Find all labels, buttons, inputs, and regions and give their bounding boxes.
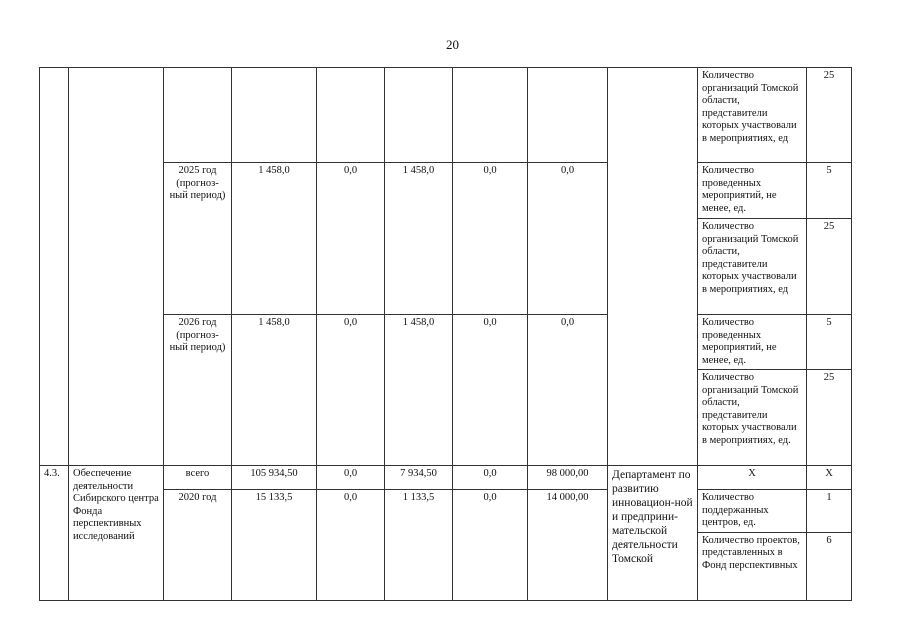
indicator-value: 5 [807, 163, 852, 219]
cell-mun-empty [453, 68, 528, 163]
executor-cell: Департамент по развитию инновацион-ной и предприни-мательской деятельности Томской [608, 466, 698, 601]
item-number: 4.3. [40, 466, 69, 601]
mun-cell: 0,0 [453, 315, 528, 466]
fed-cell: 0,0 [317, 163, 385, 315]
reg-cell: 1 458,0 [385, 315, 453, 466]
indicator-value: 6 [807, 532, 852, 600]
extra-cell: 98 000,00 [528, 466, 608, 490]
indicator-value: 25 [807, 68, 852, 163]
indicator-name: Количество проектов, представленных в Фонд перспективных [698, 532, 807, 600]
extra-cell: 0,0 [528, 163, 608, 315]
indicator-name: Х [698, 466, 807, 490]
reg-cell: 1 458,0 [385, 163, 453, 315]
extra-cell: 0,0 [528, 315, 608, 466]
cell-reg-empty [385, 68, 453, 163]
indicator-value: 25 [807, 219, 852, 315]
indicator-value: 1 [807, 490, 852, 533]
fed-cell: 0,0 [317, 466, 385, 490]
table-row [40, 466, 852, 490]
total-cell: 1 458,0 [232, 315, 317, 466]
cell-extra-empty [528, 68, 608, 163]
cell-fed-empty [317, 68, 385, 163]
item-name: Обеспечение деятельности Сибирского центра Фонда перспективных исследований [69, 466, 164, 601]
indicator-value: 25 [807, 370, 852, 466]
cell-num-empty [40, 68, 69, 466]
reg-cell: 7 934,50 [385, 466, 453, 490]
indicator-name: Количество поддержанных центров, ед. [698, 490, 807, 533]
total-cell: 105 934,50 [232, 466, 317, 490]
program-table [39, 67, 852, 601]
mun-cell: 0,0 [453, 466, 528, 490]
reg-cell: 1 133,5 [385, 490, 453, 601]
indicator-value: 5 [807, 315, 852, 370]
cell-total-empty [232, 68, 317, 163]
cell-year-empty [164, 68, 232, 163]
year-cell: 2026 год (прогноз-ный период) [164, 315, 232, 466]
fed-cell: 0,0 [317, 490, 385, 601]
indicator-name: Количество организаций Томской области, представители которых участвовали в мероприятиях, ед [698, 219, 807, 315]
cell-name-empty [69, 68, 164, 466]
indicator-value: Х [807, 466, 852, 490]
year-cell: 2020 год [164, 490, 232, 601]
mun-cell: 0,0 [453, 163, 528, 315]
table-row [40, 68, 852, 163]
indicator-name: Количество организаций Томской области, представители которых участвовали в мероприятиях, ед. [698, 370, 807, 466]
indicator-name: Количество проведенных мероприятий, не менее, ед. [698, 315, 807, 370]
page-number: 20 [446, 37, 459, 52]
total-cell: 1 458,0 [232, 163, 317, 315]
mun-cell: 0,0 [453, 490, 528, 601]
year-cell: всего [164, 466, 232, 490]
indicator-name: Количество проведенных мероприятий, не менее, ед. [698, 163, 807, 219]
year-cell: 2025 год (прогноз-ный период) [164, 163, 232, 315]
extra-cell: 14 000,00 [528, 490, 608, 601]
indicator-name: Количество организаций Томской области, представители которых участвовали в мероприятиях, ед [698, 68, 807, 163]
cell-executor-empty [608, 68, 698, 466]
fed-cell: 0,0 [317, 315, 385, 466]
total-cell: 15 133,5 [232, 490, 317, 601]
